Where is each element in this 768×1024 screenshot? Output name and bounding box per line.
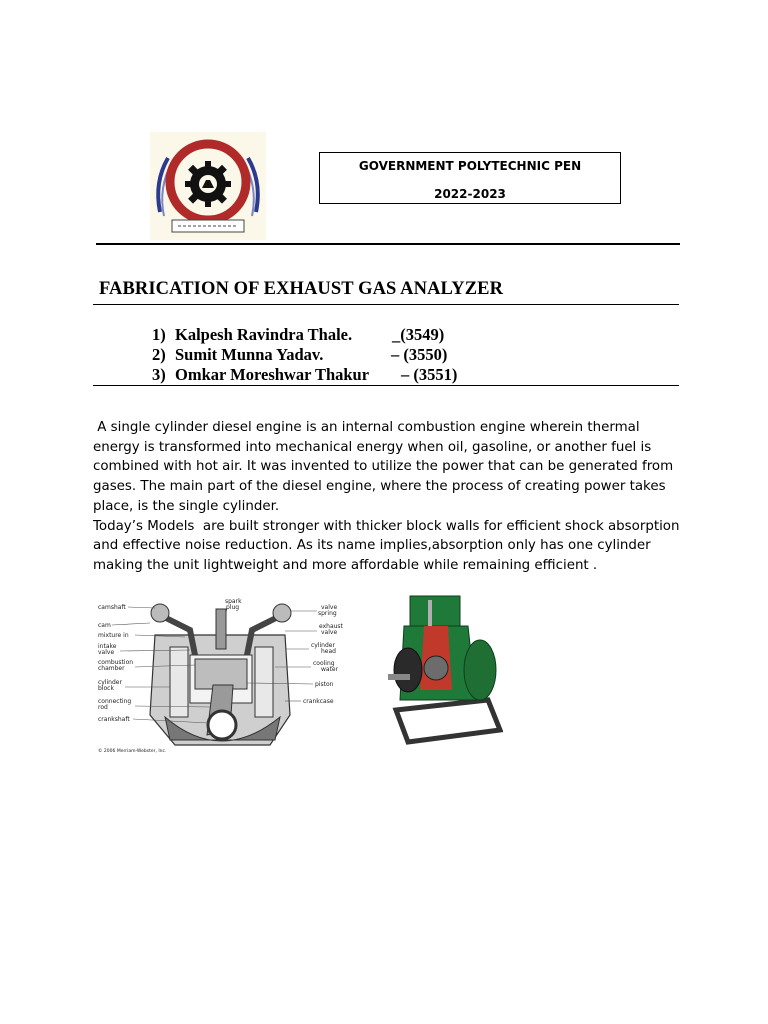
members-divider — [93, 385, 679, 386]
text-line: place, is the single cylinder. — [93, 498, 280, 514]
svg-text:camshaft: camshaft — [98, 604, 126, 611]
svg-text:exhaust: exhaust — [319, 623, 343, 630]
member-number: 2) — [152, 345, 166, 364]
member-roll: – (3551) — [401, 365, 458, 384]
svg-text:spark: spark — [225, 598, 242, 605]
member-number: 1) — [152, 325, 166, 344]
member-name: Omkar Moreshwar Thakur — [175, 365, 370, 384]
member-number: 3) — [152, 365, 166, 384]
svg-text:crankshaft: crankshaft — [98, 716, 130, 723]
svg-text:cylinder: cylinder — [311, 642, 335, 649]
text-line: Today’s Models are built stronger with thicker block walls for efficient shock absorption — [93, 518, 680, 534]
svg-text:connecting: connecting — [98, 698, 132, 705]
paragraph-intro — [93, 418, 683, 517]
svg-text:plug: plug — [226, 604, 240, 611]
svg-text:water: water — [321, 666, 339, 673]
svg-text:intake: intake — [98, 643, 117, 650]
team-member — [152, 345, 492, 367]
svg-text:chamber: chamber — [98, 665, 125, 672]
text-line: gases. The main part of the diesel engine, where the process of creating power takes — [93, 479, 666, 495]
paragraph-models — [93, 517, 683, 576]
member-roll: – (3550) — [391, 345, 448, 364]
svg-text:valve: valve — [98, 649, 115, 656]
svg-text:mixture in: mixture in — [98, 632, 129, 639]
svg-text:cylinder: cylinder — [98, 679, 122, 686]
team-member — [152, 325, 492, 347]
header-divider — [96, 243, 680, 245]
svg-text:rod: rod — [98, 704, 108, 711]
title-divider — [93, 304, 679, 305]
member-roll: _(3549) — [392, 325, 445, 344]
text-line: and effective noise reduction. As its name implies,absorption only has one cylinder — [93, 538, 651, 554]
svg-text:head: head — [321, 648, 336, 655]
description — [93, 418, 683, 576]
academic-year: 2022-2023 — [434, 187, 506, 201]
svg-text:cam: cam — [98, 622, 111, 629]
svg-text:combustion: combustion — [98, 659, 134, 666]
member-name: Kalpesh Ravindra Thale. — [175, 325, 353, 344]
svg-text:valve: valve — [321, 629, 338, 636]
institution-box — [319, 152, 621, 204]
svg-text:block: block — [98, 685, 114, 692]
project-title: FABRICATION OF EXHAUST GAS ANALYZER — [99, 279, 504, 299]
text-line: making the unit lightweight and more affordable while remaining efficient . — [93, 557, 598, 573]
svg-text:valve: valve — [321, 604, 338, 611]
text-line: combined with hot air. It was invented to utilize the power that can be generated from — [93, 459, 674, 475]
member-name: Sumit Munna Yadav. — [175, 345, 324, 364]
institution-name: GOVERNMENT POLYTECHNIC PEN — [358, 159, 582, 173]
institution-logo — [150, 132, 266, 240]
svg-text:crankcase: crankcase — [303, 698, 334, 705]
engine-model-photo — [388, 590, 503, 760]
svg-text:© 2006 Merriam-Webster, Inc.: © 2006 Merriam-Webster, Inc. — [98, 749, 167, 754]
svg-text:piston: piston — [315, 681, 334, 688]
text-line: energy is transformed into mechanical energy when oil, gasoline, or another fuel is — [93, 439, 652, 455]
team-member — [152, 365, 492, 387]
text-line: A single cylinder diesel engine is an internal combustion engine wherein thermal — [93, 420, 640, 435]
svg-text:cooling: cooling — [313, 660, 335, 667]
svg-text:spring: spring — [318, 610, 337, 617]
engine-diagram — [95, 595, 345, 760]
emblem-icon — [150, 132, 266, 240]
